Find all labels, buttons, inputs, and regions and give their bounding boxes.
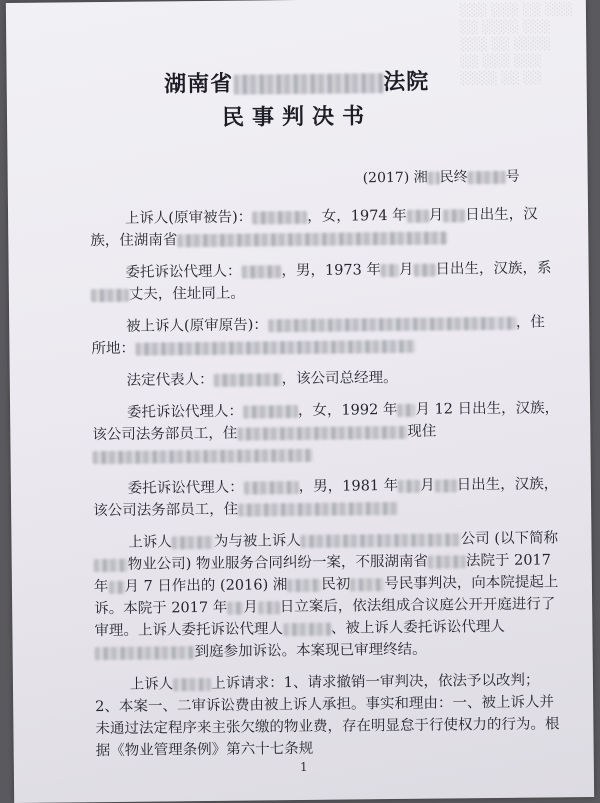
redacted-month bbox=[407, 209, 429, 222]
redacted-agent1-current-address bbox=[93, 448, 313, 463]
redacted-lower-court bbox=[428, 555, 466, 568]
document-page bbox=[6, 0, 594, 803]
redacted-agent-name bbox=[241, 265, 281, 278]
appellant-paragraph: 上诉人(原审被告)： ，女，1974 年 月 日出生，汉族，住湖南省 bbox=[90, 206, 538, 250]
redacted-day bbox=[443, 209, 465, 222]
redacted-case-court bbox=[428, 171, 440, 184]
appellee-agent2-paragraph: 委托诉讼代理人： ，男，1981 年 月 日出生，汉族，该公司法务部员工，住 bbox=[93, 476, 559, 520]
redacted-month bbox=[381, 263, 399, 276]
redacted-appellant-name bbox=[173, 677, 211, 690]
redacted-month bbox=[108, 580, 124, 593]
judgment-body bbox=[90, 203, 564, 772]
redacted-short-name bbox=[94, 558, 128, 571]
redacted-appellee-name-cont bbox=[498, 316, 516, 329]
appellee-paragraph: 被上诉人(原审原告)： ，住所地： bbox=[91, 314, 545, 358]
case-background-paragraph: 上诉人 为与被上诉人 公司 (以下简称物业公司) 物业服务合同纠纷一案，不服湖南省 法院于 2017 年 月 7 日作出的 (2016) 湘 民初 号民事判决，向本院提起上诉。本院于 2017 年 月 日立案后，依法组成合议庭公开开庭进行了审理。上诉人委托诉讼代理人 、被上诉人委托诉讼代理人到庭参加诉讼。本案现已审理终结。 bbox=[93, 530, 559, 661]
document-type-title: 民事判决书 bbox=[221, 103, 373, 131]
appeal-request-paragraph: 上诉人 上诉请求：1、请求撤销一审判决，依法予以改判；2、本案一、二审诉讼费由被上诉人承担。事实和理由：一、被上诉人并未通过法定程序来主张欠缴的物业费，存在明显怠于行使权力的行为。根据《物业管理条例》第六十七条规 bbox=[95, 672, 560, 760]
legal-rep-paragraph: 法定代表人： ，该公司总经理。 bbox=[126, 369, 398, 389]
redacted-day bbox=[413, 263, 435, 276]
appellee-agent1-paragraph: 委托诉讼代理人： ，女，1992 年 月 12 日出生，汉族，该公司法务部员工，住 现住 bbox=[92, 397, 561, 468]
redacted-agent-name bbox=[283, 622, 331, 636]
redacted-case-number bbox=[468, 170, 506, 183]
redacted-agent1-name bbox=[243, 405, 298, 419]
redacted-agent1-address bbox=[237, 425, 407, 440]
redacted-day bbox=[258, 601, 280, 614]
redacted-month bbox=[398, 479, 420, 492]
redacted-appellant-name bbox=[252, 210, 307, 224]
redacted-appellee-address bbox=[135, 339, 415, 355]
court-name-title: 湖南省 法院 bbox=[164, 68, 430, 98]
redacted-relation bbox=[91, 288, 129, 301]
redacted-agent-names bbox=[95, 646, 195, 660]
bleed-through-text: ░░░ ░░░ ░░ ░░░ ░░ ░░░░ ░░░ ░░░ ░░ ░░░░ ░░ ░░░ ░░░ ░░░░ ░░ ░░ bbox=[459, 2, 573, 86]
redacted-agent2-address bbox=[238, 501, 398, 516]
redacted-court-name bbox=[233, 73, 383, 95]
redacted-appellant-name bbox=[172, 535, 214, 548]
appellant-agent-paragraph: 委托诉讼代理人： ，男，1973 年 月 日出生，汉族，系丈夫，住址同上。 bbox=[91, 257, 559, 306]
redacted-month bbox=[397, 403, 415, 416]
redacted-rep-name bbox=[214, 373, 282, 387]
redacted-address bbox=[177, 231, 447, 247]
redacted-appellee-name bbox=[268, 316, 498, 331]
redacted-month bbox=[227, 601, 243, 614]
redacted-appellee-name bbox=[301, 533, 461, 548]
redacted-day bbox=[435, 479, 457, 492]
redacted-agent2-name bbox=[244, 481, 299, 495]
case-number: (2017) 湘 民终 号 bbox=[362, 168, 520, 187]
page-number: 1 bbox=[299, 759, 308, 775]
redacted-case-court bbox=[287, 578, 321, 591]
redacted-case-number bbox=[350, 578, 384, 591]
